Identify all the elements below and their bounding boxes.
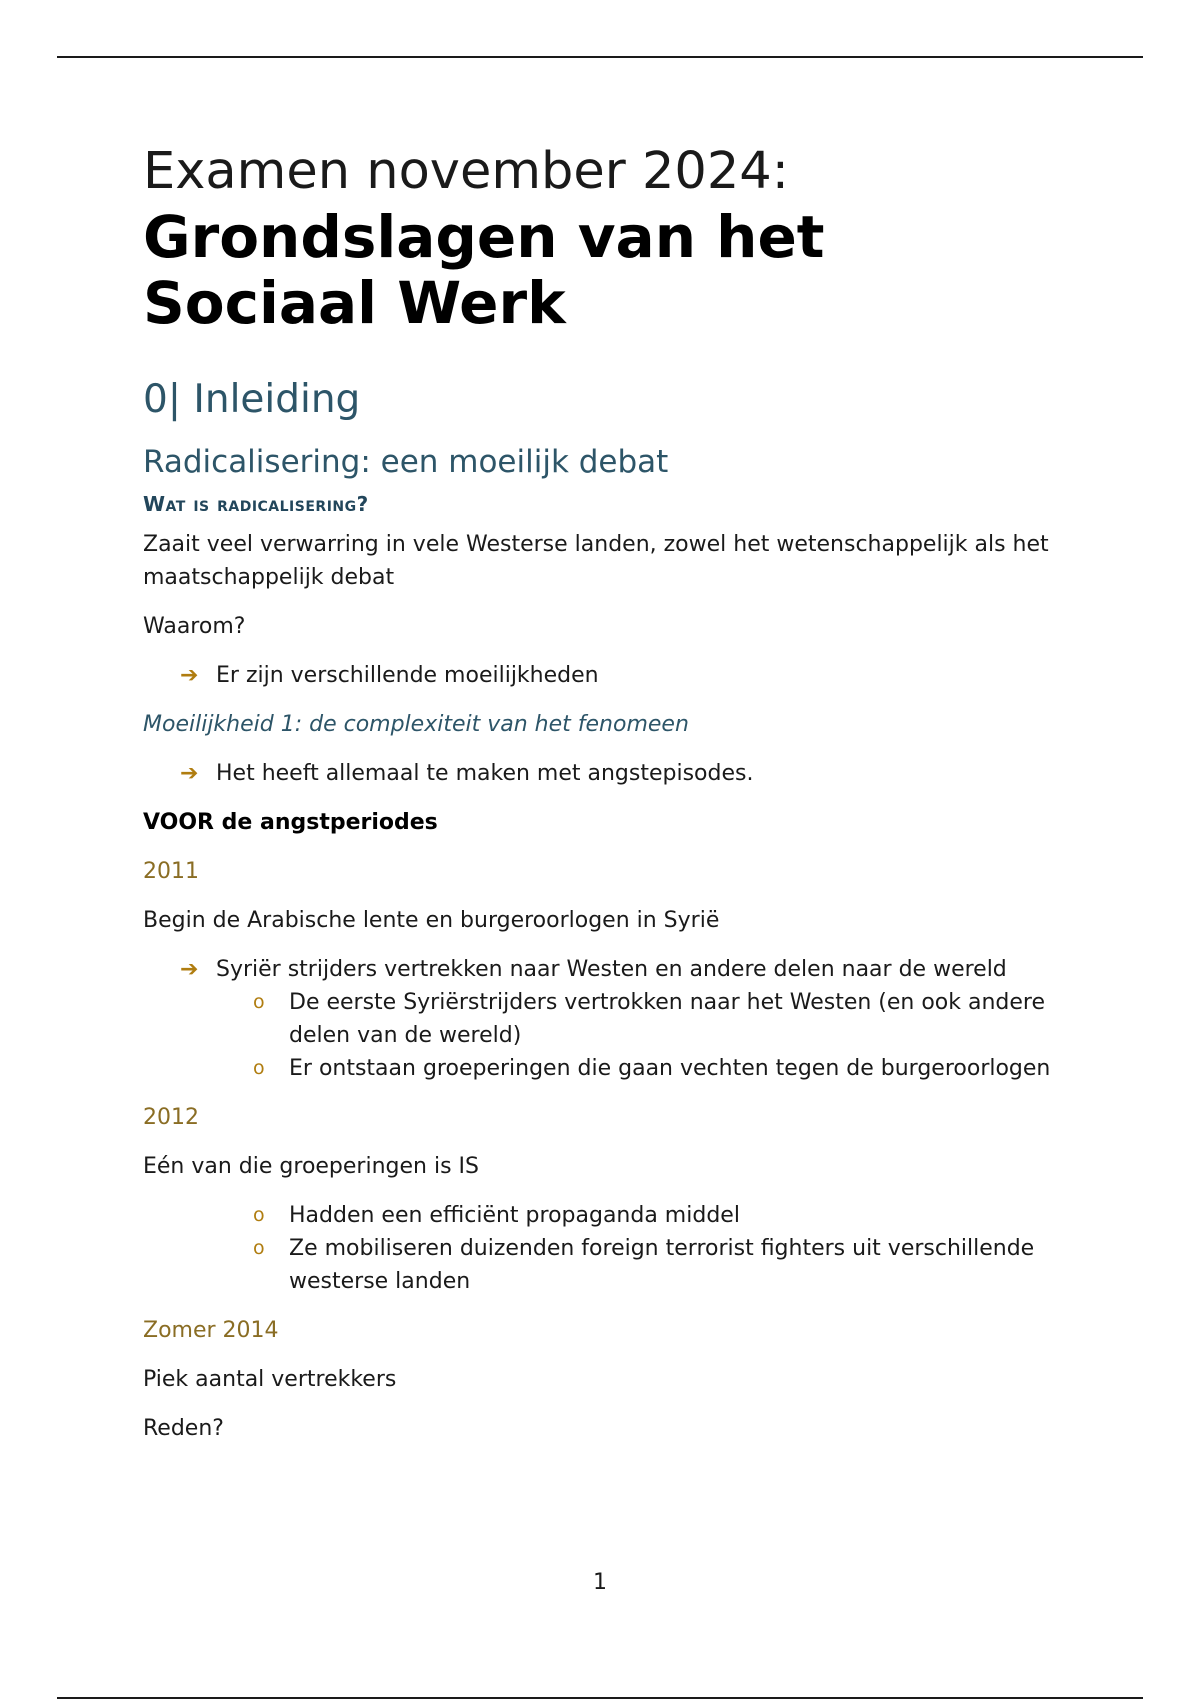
arrow-list-item [143,953,1073,986]
arrow-list-item [143,659,1073,692]
subsection-heading: Wat is radicalisering? [143,492,369,516]
paragraph-2011: Begin de Arabische lente en burgeroorlogen in Syrië [143,908,720,933]
list-item-text: Hadden een efficiënt propaganda middel [289,1203,740,1228]
footer-rule [57,1697,1143,1699]
paragraph-2012: Eén van die groeperingen is IS [143,1154,479,1179]
year-label-2011: 2011 [143,859,199,884]
paragraph-2014: Piek aantal vertrekkers [143,1367,397,1392]
header-rule [57,56,1143,58]
list-item-text: De eerste Syriërstrijders vertrokken naar het Westen (en ook andere delen van de wereld) [289,990,1046,1048]
page-number: 1 [593,1570,607,1595]
circle-bullet-icon: o [253,1237,265,1259]
year-label-2012: 2012 [143,1105,199,1130]
document-title-line1: Examen november 2024: [143,142,789,201]
section-subheading: Radicalisering: een moeilijk debat [143,444,669,480]
document-body [143,140,1073,1445]
arrow-item-text: Er zijn verschillende moeilijkheden [216,663,599,688]
arrow-right-icon: ➔ [180,761,199,786]
sub-list-2012 [143,1199,1073,1298]
document-title-line2: Grondslagen van het Sociaal Werk [143,203,825,337]
arrow-list-item [143,757,1073,790]
circle-bullet-icon: o [253,991,265,1013]
section-heading: 0| Inleiding [143,377,361,422]
list-item [143,1232,1073,1298]
paragraph-reden: Reden? [143,1416,224,1441]
year-label-2014: Zomer 2014 [143,1318,279,1343]
circle-bullet-icon: o [253,1204,265,1226]
paragraph-intro: Zaait veel verwarring in vele Westerse landen, zowel het wetenschappelijk als het maatschappelijk debat [143,532,1049,590]
list-item [143,986,1073,1052]
circle-bullet-icon: o [253,1057,265,1079]
arrow-right-icon: ➔ [180,663,199,688]
arrow-right-icon: ➔ [180,957,199,982]
arrow-item-text: Syriër strijders vertrekken naar Westen en andere delen naar de wereld [216,957,1007,982]
list-item [143,1199,1073,1232]
paragraph-waarom: Waarom? [143,614,246,639]
list-item [143,1052,1073,1085]
list-item-text: Ze mobiliseren duizenden foreign terrorist fighters uit verschillende westerse landen [289,1236,1035,1294]
list-item-text: Er ontstaan groeperingen die gaan vechten tegen de burgeroorlogen [289,1056,1051,1081]
arrow-item-text: Het heeft allemaal te maken met angstepisodes. [216,761,754,786]
moeilijkheid-heading: Moeilijkheid 1: de complexiteit van het fenomeen [143,712,689,737]
sub-list-2011 [143,986,1073,1085]
voor-heading: VOOR de angstperiodes [143,810,438,835]
